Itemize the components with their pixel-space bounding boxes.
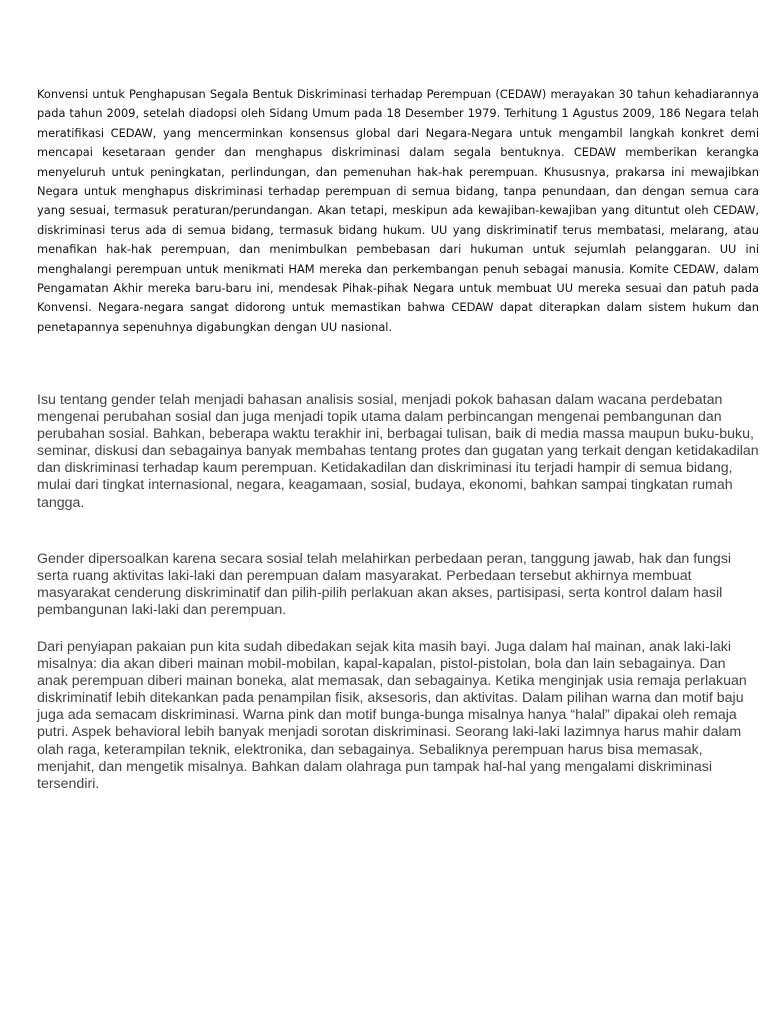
paragraph-gender-roles: Gender dipersoalkan karena secara sosial telah melahirkan perbedaan peran, tanggung jawab, hak dan fungsi serta ruang aktivitas laki-laki dan perempuan dalam masyarakat. Perbedaan tersebut akhirnya membuat masyarakat cenderung diskriminatif dan pilih-pilih perlakuan akan akses, partisipasi, serta kontrol dalam hasil pembangunan laki-laki dan perempuan. <box>37 551 732 619</box>
paragraph-childhood-discrimination: Dari penyiapan pakaian pun kita sudah dibedakan sejak kita masih bayi. Juga dalam hal mainan, anak laki-laki misalnya: dia akan diberi mainan mobil-mobilan, kapal-kapalan, pistol-pistolan, bola dan lain sebagainya. Dan anak perempuan diberi mainan boneka, alat memasak, dan sebagainya. Ketika menginjak usia remaja perlakuan diskriminatif lebih ditekankan pada penampilan fisik, aksesoris, dan aktivitas. Dalam pilihan warna dan motif baju juga ada semacam diskriminasi. Warna pink dan motif bunga-bunga misalnya hanya “halal” dipakai oleh remaja putri. Aspek behavioral lebih banyak menjadi sorotan diskriminasi. Seorang laki-laki lazimnya harus mahir dalam olah raga, keterampilan teknik, elektronika, dan sebagainya. Sebaliknya perempuan harus bisa memasak, menjahit, dan mengetik misalnya. Bahkan dalam olahraga pun tampak hal-hal yang mengalami diskriminasi tersendiri. <box>37 639 747 792</box>
paragraph-gender-issue: Isu tentang gender telah menjadi bahasan analisis sosial, menjadi pokok bahasan dalam wacana perdebatan mengenai perubahan sosial dan juga menjadi topik utama dalam perbincangan mengenai pembangunan dan perubahan sosial. Bahkan, beberapa waktu terakhir ini, berbagai tulisan, baik di media massa maupun buku-buku, seminar, diskusi dan sebagainya banyak membahas tentang protes dan gugatan yang terkait dengan ketidakadilan dan diskriminasi terhadap kaum perempuan. Ketidakadilan dan diskriminasi itu terjadi hampir di semua bidang, mulai dari tingkat internasional, negara, keagamaan, sosial, budaya, ekonomi, bahkan sampai tingkatan rumah tangga. <box>37 392 759 511</box>
paragraph-cedaw: Konvensi untuk Penghapusan Segala Bentuk Diskriminasi terhadap Perempuan (CEDAW) merayakan 30 tahun kehadiarannya pada tahun 2009, setelah diadopsi oleh Sidang Umum pada 18 Desember 1979. Terhitung 1 Agustus 2009, 186 Negara telah meratifikasi CEDAW, yang mencerminkan konsensus global dari Negara-Negara untuk mengambil langkah konkret demi mencapai kesetaraan gender dan menghapus diskriminasi dalam segala bentuknya. CEDAW memberikan kerangka menyeluruh untuk peningkatan, perlindungan, dan pemenuhan hak-hak perempuan. Khususnya, prakarsa ini mewajibkan Negara untuk menghapus diskriminasi terhadap perempuan di semua bidang, tanpa penundaan, dan dengan semua cara yang sesuai, termasuk peraturan/perundangan. Akan tetapi, meskipun ada kewajiban-kewajiban yang dituntut oleh CEDAW, diskriminasi terus ada di semua bidang, termasuk bidang hukum. UU yang diskriminatif terus membatasi, melarang, atau menafikan hak-hak perempuan, dan menimbulkan pembebasan dari hukuman untuk sejumlah pelanggaran. UU ini menghalangi perempuan untuk menikmati HAM mereka dan perkembangan penuh sebagai manusia. Komite CEDAW, dalam Pengamatan Akhir mereka baru-baru ini, mendesak Pihak-pihak Negara untuk membuat UU mereka sesuai dan patuh pada Konvensi. Negara-negara sangat didorong untuk memastikan bahwa CEDAW dapat diterapkan dalam sistem hukum dan penetapannya sepenuhnya digabungkan dengan UU nasional. <box>37 87 759 334</box>
